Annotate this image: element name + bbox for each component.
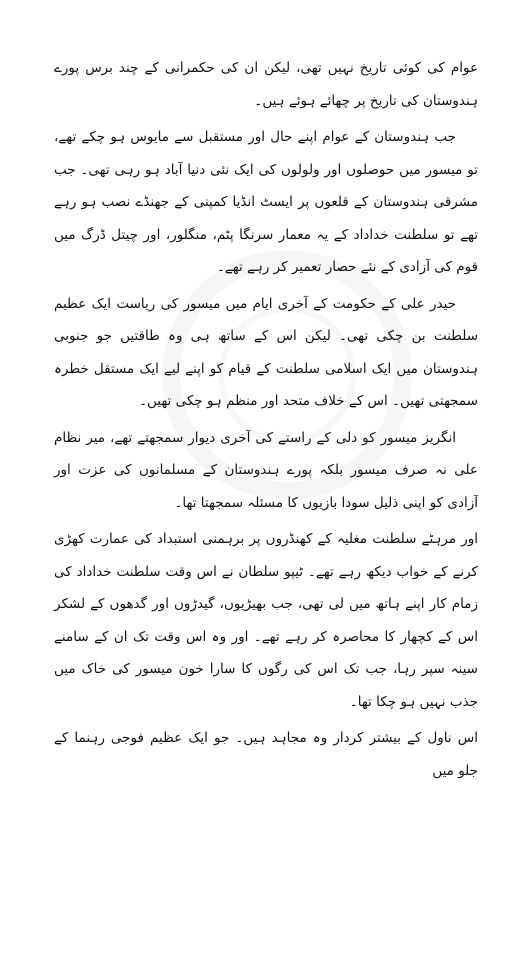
paragraph-4: انگریز میسور کو دلی کے راستے کی آخری دیوار سمجھتے تھے، میر نظام علی نہ صرف میسور بلکہ پورے ہندوستان کے مسلمانوں کی عزت اور آزادی کو اپنی ذلیل سودا بازیوں کا مسئلہ سمجھتا تھا۔: [54, 429, 478, 511]
urdu-text-body: [54, 52, 478, 787]
paragraph-3: حیدر علی کے حکومت کے آخری ایام میں میسور کی ریاست ایک عظیم سلطنت بن چکی تھی۔ لیکن اس کے ساتھ ہی وہ طاقتیں جو جنوبی ہندوستان میں ایک اسلامی سلطنت کے قیام کو اپنے لیے ایک مستقل خطرہ سمجھتی تھیں۔ اس کے خلاف متحد اور منظم ہو چکی تھیں۔: [54, 295, 478, 409]
paragraph-2: جب ہندوستان کے عوام اپنے حال اور مستقبل سے مایوس ہو چکے تھے، تو میسور میں حوصلوں اور ولولوں کی ایک نئی دنیا آباد ہو رہی تھی۔ جب مشرقی ہندوستان کے قلعوں پر ایسٹ انڈیا کمپنی کے جھنڈے نصب ہو رہے تھے تو سلطنت خداداد کے یہ معمار سرنگا پٹم، منگلور، اور چیتل ڈرگ میں قوم کی آزادی کے نئے حصار تعمیر کر رہے تھے۔: [54, 129, 478, 275]
paragraph-5: اور مرہٹے سلطنت مغلیہ کے کھنڈروں پر برہمنی استبداد کی عمارت کھڑی کرنے کے خواب دیکھ رہے تھے۔ ٹیپو سلطان نے اس وقت سلطنت خداداد کی زمام کار اپنے ہاتھ میں لی تھی، جب بھیڑیوں، گیدڑوں اور گدھوں کے لشکر اس کے کچھار کا محاصرہ کر رہے تھے۔ اور وہ اس وقت تک ان کے سامنے سینہ سپر رہا، جب تک اس کی رگوں کا سارا خون میسور کی خاک میں جذب نہیں ہو چکا تھا۔: [54, 531, 478, 710]
paragraph-6: اس ناول کے بیشتر کردار وہ مجاہد ہیں۔ جو ایک عظیم فوجی رہنما کے جلو میں: [54, 730, 478, 779]
paragraph-1: عوام کی کوئی تاریخ نہیں تھی، لیکن ان کی حکمرانی کے چند برس پورے ہندوستان کی تاریخ پر چھائے ہوئے ہیں۔: [54, 60, 478, 109]
